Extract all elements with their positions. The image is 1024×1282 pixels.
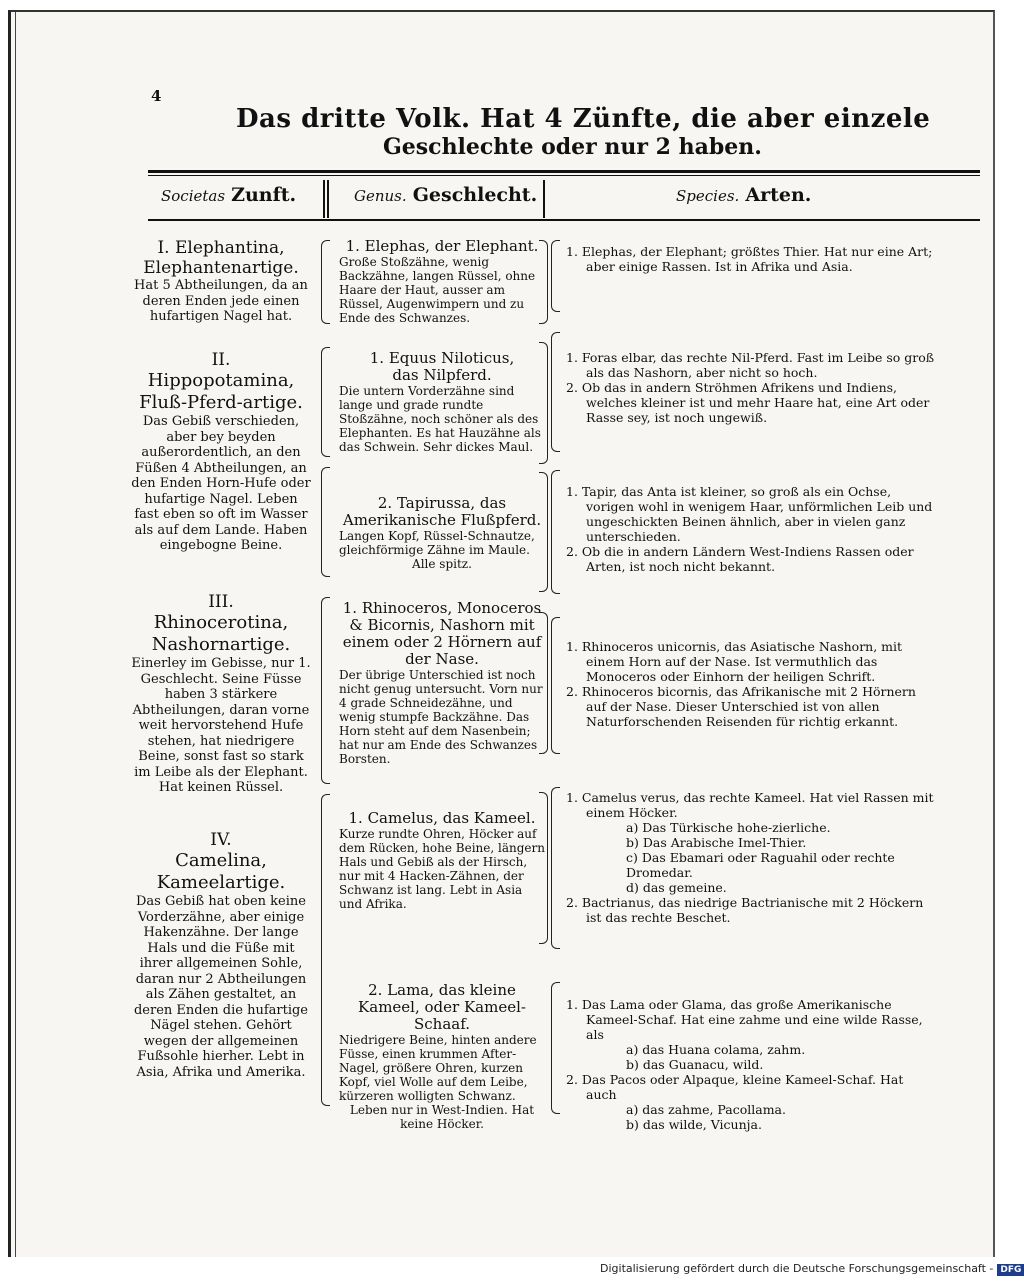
col-header-zunft-latin: Societas	[161, 187, 226, 205]
zunft-number: III.	[208, 592, 234, 612]
species-item: 2. Bactrianus, das niedrige Bactrianische mit 2 Höckern ist das rechte Beschet.	[566, 895, 924, 925]
zunft-latin-name: Elephantina,	[174, 238, 285, 258]
genus-description: Niedrigere Beine, hinten andere Füsse, einen krummen After-Nagel, größere Ohren, kurzen Kopf, viel Wolle auf dem Leibe, kürzeren wolligten Schwanz.	[339, 1033, 537, 1103]
genus-description: Langen Kopf, Rüssel-Schnautze, gleichförmige Zähne im Maule.	[339, 529, 535, 557]
species-subitem: d) das gemeine.	[626, 880, 727, 895]
header-rule-bottom	[148, 219, 980, 221]
col-header-genus-latin: Genus.	[354, 187, 407, 205]
zunft-latin-name: Rhinocerotina,	[153, 612, 289, 633]
genus-entry	[339, 982, 545, 1131]
page-title: Das dritte Volk. Hat 4 Zünfte, die aber einzele	[236, 104, 931, 134]
species-left-brace	[551, 470, 560, 594]
species-item: 1. Tapir, das Anta ist kleiner, so groß als ein Ochse, vorigen wohl in wenigem Haar, unförmlichen Leib und ungeschickten Beinen ähnlich, aber in vielen ganz unterschieden.	[566, 484, 933, 544]
zunft-description: Einerley im Gebisse, nur 1. Geschlecht. Seine Füsse haben 3 stärkere Abtheilungen, daran vorne weit hervorstehend Hufe stehen, hat niedrigere Beine, sonst fast so stark im Leibe als der Elephant. Hat keinen Rüssel.	[131, 656, 311, 795]
species-subitem: b) das Guanacu, wild.	[626, 1057, 764, 1072]
genus-brace	[321, 794, 330, 1106]
zunft-number: IV.	[210, 830, 232, 850]
species-left-brace	[551, 332, 560, 452]
zunft-description: Das Gebiß verschieden, aber bey beyden außerordentlich, an den Füßen 4 Abtheilungen, an den Enden Horn-Hufe oder hufartige Nagel. Leben fast eben so oft im Wasser als auf dem Lande. Haben eingebogne Beine.	[131, 414, 311, 553]
column-separator	[327, 180, 329, 218]
genus-description: Der übrige Unterschied ist noch nicht genug untersucht. Vorn nur 4 grade Schneidezähne, und wenig stumpfe Backzähne. Das Horn steht auf dem Nasenbein; hat nur am Ende des Schwanzes Borsten.	[339, 668, 543, 766]
col-header-genus	[354, 184, 537, 206]
zunft-german-name: Elephantenartige.	[143, 258, 299, 278]
genus-heading-german: das Nilpferd.	[392, 366, 492, 384]
genus-description-extra: Alle spitz.	[412, 557, 472, 571]
species-entry	[566, 244, 936, 274]
species-subitem: a) das Huana colama, zahm.	[626, 1042, 806, 1057]
genus-heading: 1. Equus Niloticus,	[369, 349, 515, 367]
species-item: 1. Das Lama oder Glama, das große Amerikanische Kameel-Schaf. Hat eine zahme und eine wilde Rasse, als	[566, 997, 923, 1042]
col-header-zunft-label: Zunft.	[231, 184, 297, 206]
genus-brace	[321, 240, 330, 324]
species-left-brace	[551, 240, 560, 312]
col-header-species-label: Arten.	[745, 184, 812, 206]
col-header-genus-label: Geschlecht.	[412, 184, 538, 206]
zunft-german-name: Kameelartige.	[156, 872, 286, 893]
zunft-description: Das Gebiß hat oben keine Vorderzähne, aber einige Hakenzähne. Der lange Hals und die Füße mit ihrer allgemeinen Sohle, daran nur 2 Abtheilungen als Zähen gestaltet, an deren Enden die hufartige Nägel stehen. Gehört wegen der allgemeinen Fußsohle hierher. Lebt in Asia, Afrika und Amerika.	[133, 894, 309, 1080]
zunft-latin-name: Camelina,	[175, 850, 267, 871]
column-separator	[543, 180, 545, 218]
page-subtitle: Geschlechte oder nur 2 haben.	[383, 134, 762, 160]
species-subitem: c) Das Ebamari oder Raguahil oder rechte Dromedar.	[626, 850, 895, 880]
genus-entry	[339, 495, 545, 571]
col-header-species	[676, 184, 811, 206]
genus-heading: 1. Elephas, der Elephant.	[345, 237, 539, 255]
species-subitem: a) das zahme, Pacollama.	[626, 1102, 786, 1117]
genus-description: Kurze rundte Ohren, Höcker auf dem Rücken, hohe Beine, längern Hals und Gebiß als der Hirsch, nur mit 4 Hacken-Zähnen, der Schwanz ist lang. Lebt in Asia und Afrika.	[339, 827, 545, 911]
species-subitem: b) Das Arabische Imel-Thier.	[626, 835, 807, 850]
species-item: 1. Elephas, der Elephant; größtes Thier. Hat nur eine Art; aber einige Rassen. Ist in Afrika und Asia.	[566, 244, 933, 274]
zunft-german-name: Nashornartige.	[151, 634, 291, 655]
species-item: 2. Das Pacos oder Alpaque, kleine Kameel-Schaf. Hat auch	[566, 1072, 904, 1102]
digitization-credit	[600, 1262, 1024, 1276]
species-item: 1. Camelus verus, das rechte Kameel. Hat viel Rassen mit einem Höcker.	[566, 790, 934, 820]
genus-entry	[339, 810, 545, 911]
genus-brace	[321, 347, 330, 457]
species-left-brace	[551, 787, 560, 949]
species-item: 2. Ob das in andern Ströhmen Afrikens und Indiens, welches kleiner ist und mehr Haare hat, eine Art oder Rasse sey, ist noch ungewiß.	[566, 380, 930, 425]
zunft-german-name: Fluß-Pferd-artige.	[139, 392, 303, 413]
species-entry	[566, 484, 936, 574]
genus-heading: 1. Camelus, das Kameel.	[348, 809, 536, 827]
page-spine	[15, 12, 22, 1257]
species-entry	[566, 350, 936, 425]
genus-description: Die untern Vorderzähne sind lange und grade rundte Stoßzähne, noch schöner als des Elephanten. Es hat Hauzähne als das Schwein. Sehr dickes Maul.	[339, 384, 541, 454]
zunft-number: II.	[211, 350, 231, 370]
species-left-brace	[551, 617, 560, 754]
genus-brace	[321, 467, 330, 577]
footer-text: Digitalisierung gefördert durch die Deutsche Forschungsgemeinschaft -	[600, 1262, 994, 1275]
genus-entry	[339, 350, 545, 454]
col-header-zunft	[161, 184, 296, 206]
book-page	[8, 10, 995, 1257]
species-entry	[566, 790, 936, 925]
genus-description: Große Stoßzähne, wenig Backzähne, langen Rüssel, ohne Haare der Haut, ausser am Rüssel, Augenwimpern und zu Ende des Schwanzes.	[339, 255, 536, 325]
species-left-brace	[551, 982, 560, 1114]
genus-heading: 2. Lama, das kleine Kameel, oder Kameel-Schaaf.	[358, 981, 526, 1033]
page-number: 4	[151, 87, 162, 105]
species-item: 1. Foras elbar, das rechte Nil-Pferd. Fast im Leibe so groß als das Nashorn, aber nicht so hoch.	[566, 350, 935, 380]
zunft-entry	[131, 238, 311, 325]
col-header-species-latin: Species.	[676, 187, 740, 205]
dfg-logo: DFG	[997, 1264, 1024, 1276]
zunft-entry	[131, 830, 311, 1080]
zunft-description: Hat 5 Abtheilungen, da an deren Enden jede einen hufartigen Nagel hat.	[134, 278, 308, 324]
genus-entry	[339, 238, 545, 325]
header-rule-thin	[148, 175, 980, 176]
zunft-number: I.	[157, 238, 170, 258]
zunft-entry	[131, 592, 311, 796]
genus-heading: 1. Rhinoceros, Monoceros & Bicornis, Nashorn mit einem oder 2 Hörnern auf der Nase.	[342, 599, 542, 668]
species-item: 2. Ob die in andern Ländern West-Indiens Rassen oder Arten, ist noch nicht bekannt.	[566, 544, 914, 574]
species-item: 1. Rhinoceros unicornis, das Asiatische Nashorn, mit einem Horn auf der Nase. Ist vermuthlich das Monoceros oder Einhorn der heiligen Schrift.	[566, 639, 903, 684]
genus-heading: 2. Tapirussa, das Amerikanische Flußpferd.	[342, 494, 542, 529]
header-rule-thick	[148, 170, 980, 173]
zunft-entry	[131, 350, 311, 554]
genus-entry	[339, 600, 545, 766]
species-subitem: a) Das Türkische hohe-zierliche.	[626, 820, 831, 835]
genus-brace	[321, 597, 330, 784]
species-entry	[566, 997, 936, 1132]
genus-description-extra: Leben nur in West-Indien. Hat keine Höcker.	[349, 1103, 535, 1131]
zunft-latin-name: Hippopotamina,	[147, 370, 295, 391]
species-item: 2. Rhinoceros bicornis, das Afrikanische mit 2 Hörnern auf der Nase. Dieser Unterschied ist von allen Naturforschenden Reisenden für richtig erkannt.	[566, 684, 916, 729]
species-entry	[566, 639, 936, 729]
species-subitem: b) das wilde, Vicunja.	[626, 1117, 762, 1132]
column-separator	[323, 180, 325, 218]
